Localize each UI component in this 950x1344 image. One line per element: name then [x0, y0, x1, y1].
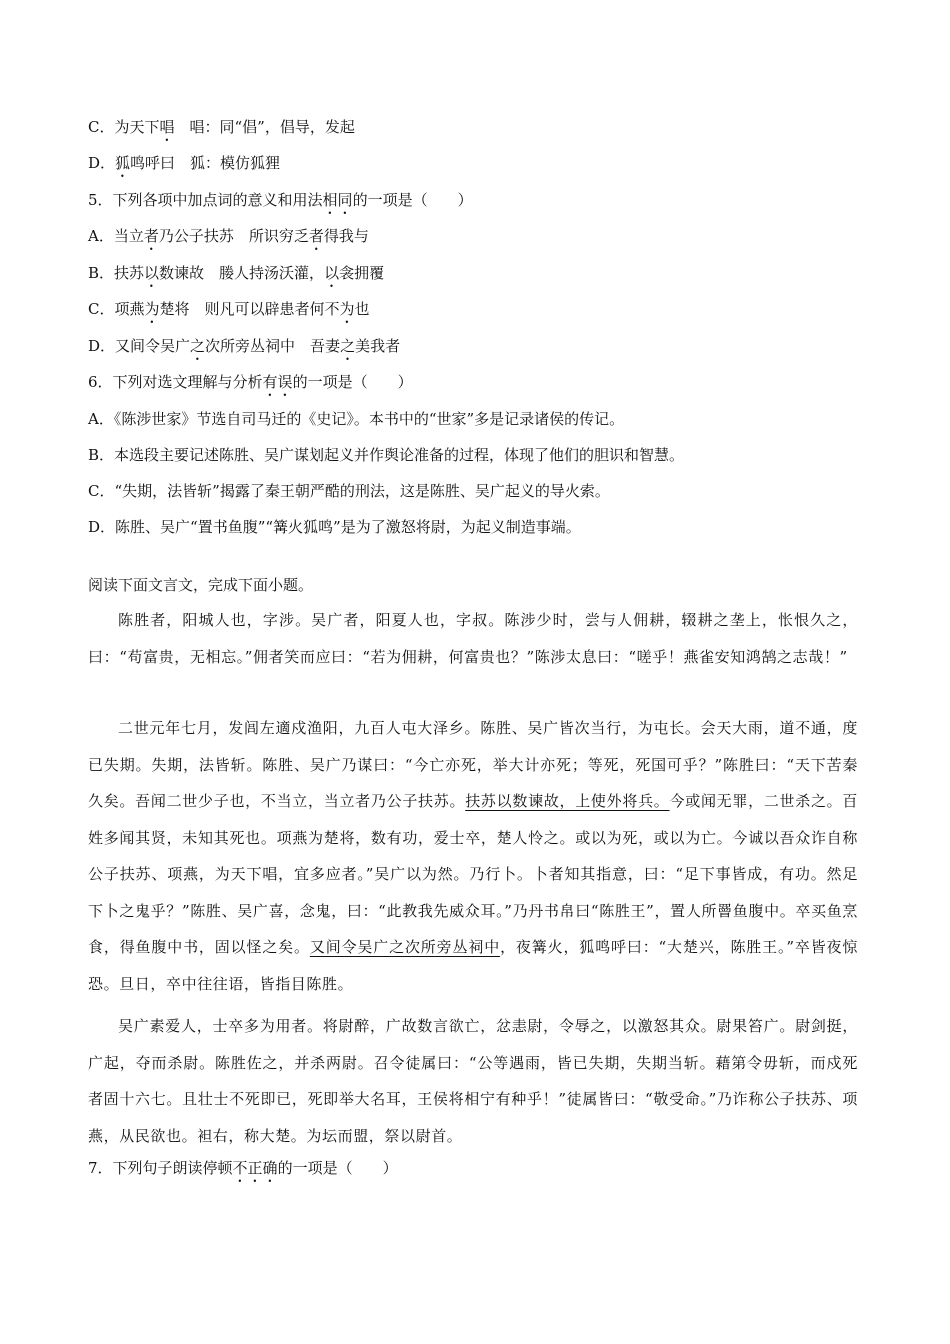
q6-option-b[interactable]: B．本选段主要记述陈胜、吴广谋划起义并作舆论准备的过程，体现了他们的胆识和智慧。	[88, 446, 685, 464]
q4-option-d[interactable]: D．狐鸣呼曰 狐：模仿狐狸	[88, 154, 281, 172]
emphasis-mark: 为	[144, 300, 160, 318]
q6-option-d[interactable]: D．陈胜、吴广“置书鱼腹”“篝火狐鸣”是为了激怒将尉，为起义制造事端。	[88, 518, 581, 536]
q5-option-b[interactable]: B．扶苏以数谏故 媵人持汤沃灌，以衾拥覆	[88, 264, 385, 282]
q5-stem: 5．下列各项中加点词的意义和用法相同的一项是（ ）	[88, 191, 473, 209]
q6-option-c[interactable]: C．“失期，法皆斩”揭露了秦王朝严酷的刑法，这是陈胜、吴广起义的导火索。	[88, 482, 610, 500]
reading-intro: 阅读下面文言文，完成下面小题。	[88, 576, 314, 594]
emphasis-mark: 之	[190, 337, 206, 355]
emphasis-mark: 不正确	[232, 1159, 278, 1177]
passage-paragraph-1: 陈胜者，阳城人也，字涉。吴广者，阳夏人也，字叔。陈涉少时，尝与人佣耕，辍耕之垄上，怅恨久之，曰：“苟富贵，无相忘。”佣者笑而应曰：“若为佣耕，何富贵也？”陈涉太息曰：“嗟乎！燕雀安知鸿鹄之志哉！”	[88, 611, 858, 666]
emphasis-mark: 以	[324, 264, 340, 282]
q5-option-a[interactable]: A．当立者乃公子扶苏 所识穷乏者得我与	[88, 227, 369, 245]
q5-option-c[interactable]: C．项燕为楚将 则凡可以辟患者何不为也	[88, 300, 370, 318]
underlined-sentence-1: 扶苏以数谏故，上使外将兵。	[465, 792, 670, 810]
emphasis-mark: 相同	[322, 191, 353, 209]
emphasis-mark: 有误	[262, 373, 293, 391]
underlined-sentence-2: 又间令吴广之次所旁丛祠中	[309, 938, 501, 956]
emphasis-mark: 狐	[115, 154, 131, 172]
emphasis-mark: 为	[339, 300, 355, 318]
emphasis-mark: 者	[143, 227, 159, 245]
emphasis-mark: 之	[340, 337, 356, 355]
emphasis-mark: 唱	[159, 118, 175, 136]
passage-paragraph-3: 吴广素爱人，士卒多为用者。将尉醉，广故数言欲亡，忿恚尉，令辱之，以激怒其众。尉果笞广。尉剑挺，广起，夺而杀尉。陈胜佐之，并杀两尉。召令徒属曰：“公等遇雨，皆已失期，失期当斩。藉第令毋斩，而戍死者固十六七。且壮士不死即已，死即举大名耳，王侯将相宁有种乎！”徒属皆曰：“敬受命。”乃诈称公子扶苏、项燕，从民欲也。袒右，称大楚。为坛而盟，祭以尉首。	[88, 1017, 858, 1145]
q5-option-d[interactable]: D．又间令吴广之次所旁丛祠中 吾妻之美我者	[88, 337, 401, 355]
q4-option-c[interactable]: C．为天下唱 唱：同“倡”，倡导，发起	[88, 118, 355, 136]
emphasis-mark: 者	[308, 227, 324, 245]
q6-stem: 6．下列对选文理解与分析有误的一项是（ ）	[88, 373, 413, 391]
q7-stem: 7．下列句子朗读停顿不正确的一项是（ ）	[88, 1159, 398, 1177]
q6-option-a[interactable]: A．《陈涉世家》节选自司马迁的《史记》。本书中的“世家”多是记录诸侯的传记。	[88, 410, 625, 428]
passage-paragraph-2: 二世元年七月，发闾左適戍渔阳，九百人屯大泽乡。陈胜、吴广皆次当行，为屯长。会天大雨，道不通，度已失期。失期，法皆斩。陈胜、吴广乃谋曰：“今亡亦死，举大计亦死；等死，死国可乎？”陈胜曰：“天下苦秦久矣。吾闻二世少子也，不当立，当立者乃公子扶苏。扶苏以数谏故，上使外将兵。今或闻无罪，二世杀之。百姓多闻其贤，未知其死也。项燕为楚将，数有功，爱士卒，楚人怜之。或以为死，或以为亡。今诚以吾众诈自称公子扶苏、项燕，为天下唱，宜多应者。”吴广以为然。乃行卜。卜者知其指意，曰：“足下事皆成，有功。然足下卜之鬼乎？”陈胜、吴广喜，念鬼，曰：“此教我先威众耳。”乃丹书帛曰“陈胜王”，置人所罾鱼腹中。卒买鱼烹食，得鱼腹中书，固以怪之矣。又间令吴广之次所旁丛祠中，夜篝火，狐鸣呼曰：“大楚兴，陈胜王。”卒皆夜惊恐。旦日，卒中往往语，皆指目陈胜。	[88, 719, 859, 993]
emphasis-mark: 以	[144, 264, 160, 282]
